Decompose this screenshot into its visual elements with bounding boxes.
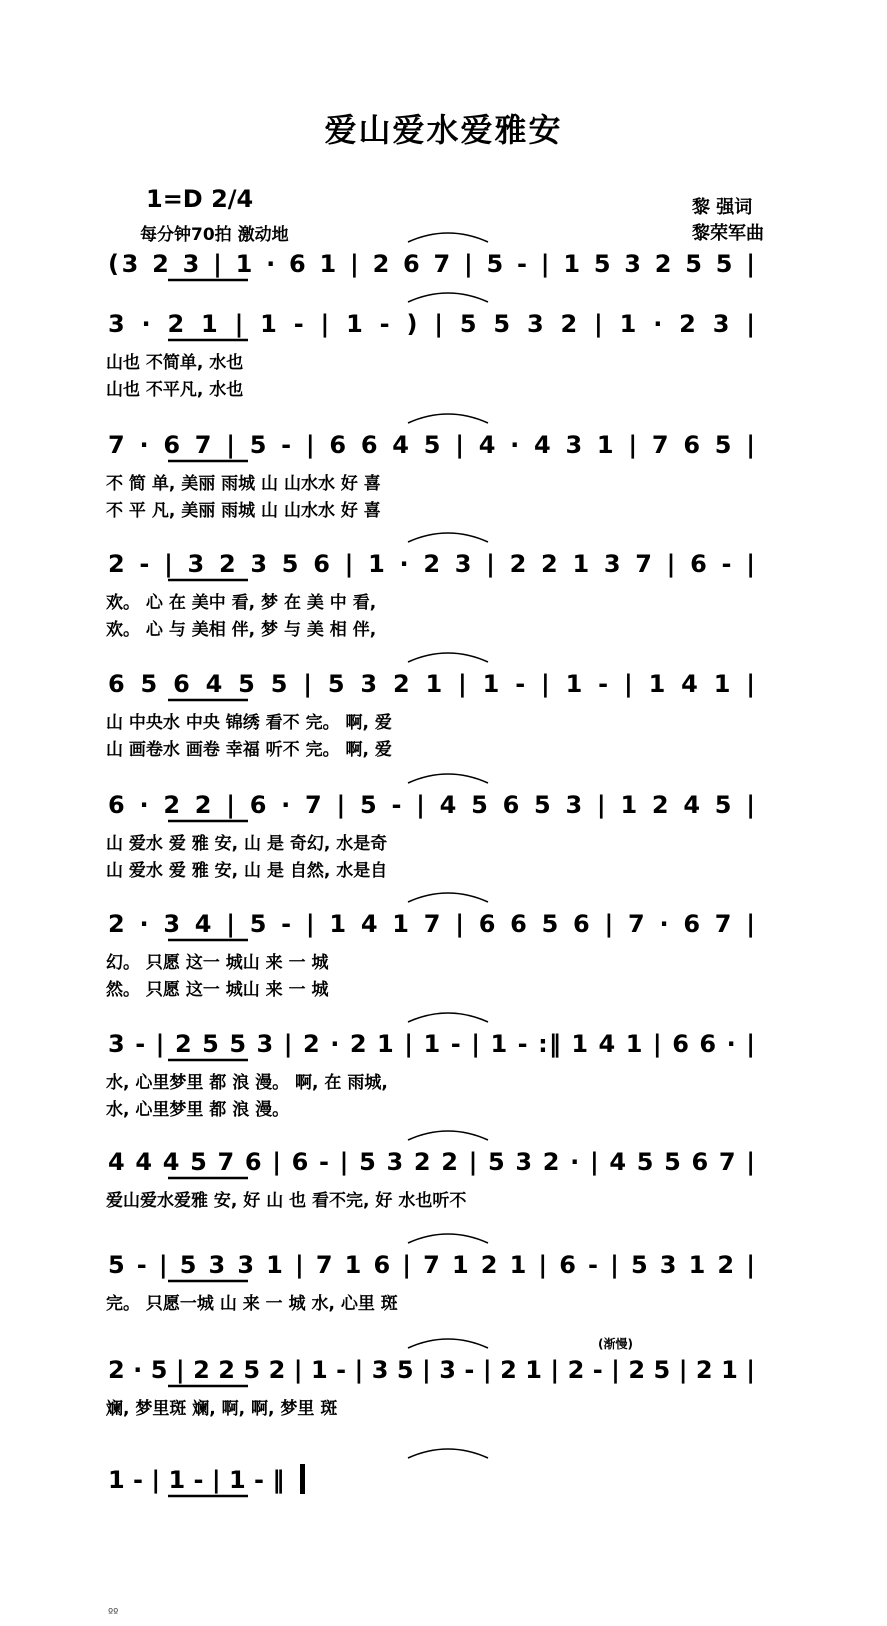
- lyric-line-1: 幻。 只愿 这一 城山 来 一 城: [106, 953, 329, 973]
- slur-arc: [408, 533, 488, 542]
- system-5: [106, 653, 755, 760]
- lyric-line-2: 山也 不平凡, 水也: [106, 380, 244, 400]
- notation-line: 5 - | 5 3 3 1 | 7 1 6 | 7 1 2 1 | 6 - | 5 3 1 2 |: [108, 1251, 755, 1279]
- slur-arc: [408, 774, 488, 783]
- notation-line: 6 5 6 4 5 5 | 5 3 2 1 | 1 - | 1 - | 1 4 1 |: [108, 670, 755, 698]
- system-2: [106, 293, 755, 400]
- footer-mark: ºº: [108, 1606, 119, 1619]
- system-8: [106, 1013, 755, 1120]
- system-3: [106, 414, 755, 521]
- system-11: [106, 1336, 755, 1419]
- notation-line: 4 4 4 5 7 6 | 6 - | 5 3 2 2 | 5 3 2 · | 4 5 5 6 7 |: [108, 1148, 755, 1176]
- slur-arc: [408, 233, 488, 242]
- key-signature: 1=D 2/4: [146, 185, 254, 213]
- system-6: [106, 774, 755, 881]
- slur-arc: [408, 653, 488, 662]
- slur-arc: [408, 893, 488, 902]
- system-7: [106, 893, 755, 1000]
- notation-line: 6 · 2 2 | 6 · 7 | 5 - | 4 5 6 5 3 | 1 2 4 5 |: [108, 791, 755, 819]
- tempo-change-marking: (渐慢): [598, 1337, 633, 1351]
- lyric-line-1: 山 爱水 爱 雅 安, 山 是 奇幻, 水是奇: [106, 834, 388, 854]
- lyric-line-2: 水, 心里梦里 都 浪 漫。: [106, 1100, 290, 1120]
- final-barline: [300, 1464, 305, 1494]
- notation-line: 1 - | 1 - | 1 - ‖: [108, 1466, 285, 1494]
- system-9: [106, 1131, 755, 1211]
- lyric-line-1: 山 中央水 中央 锦绣 看不 完。 啊, 爱: [106, 713, 392, 733]
- lyric-line-1: 欢。 心 在 美中 看, 梦 在 美 中 看,: [106, 593, 377, 613]
- notation-line: (3 2 3 | 1 · 6 1 | 2 6 7 | 5 - | 1 5 3 2 5 5 |: [108, 250, 755, 278]
- lyric-line-2: 山 画卷水 画卷 幸福 听不 完。 啊, 爱: [106, 740, 392, 760]
- slur-arc: [408, 1449, 488, 1458]
- slur-arc: [408, 414, 488, 423]
- lyric-line-1: 水, 心里梦里 都 浪 漫。 啊, 在 雨城,: [106, 1073, 388, 1093]
- system-4: [106, 533, 755, 640]
- lyric-line-1: 不 简 单, 美丽 雨城 山 山水水 好 喜: [106, 474, 381, 494]
- tempo-marking: 每分钟70拍 激动地: [140, 225, 289, 245]
- lyric-line-1: 山也 不简单, 水也: [106, 353, 244, 373]
- lyric-line-1: 完。 只愿一城 山 来 一 城 水, 心里 斑: [106, 1294, 398, 1314]
- notation-line: 2 · 3 4 | 5 - | 1 4 1 7 | 6 6 5 6 | 7 · 6 7 |: [108, 910, 755, 938]
- lyric-line-1: 斓, 梦里斑 斓, 啊, 啊, 梦里 斑: [106, 1399, 338, 1419]
- slur-arc: [408, 1013, 488, 1022]
- notation-line: 3 · 2 1 | 1 - | 1 - ) | 5 5 3 2 | 1 · 2 3 |: [108, 310, 756, 338]
- notation-line: 7 · 6 7 | 5 - | 6 6 4 5 | 4 · 4 3 1 | 7 6 5 |: [108, 431, 755, 459]
- lyric-line-1: 爱山爱水爱雅 安, 好 山 也 看不完, 好 水也听不: [106, 1191, 467, 1211]
- lyric-line-2: 欢。 心 与 美相 伴, 梦 与 美 相 伴,: [106, 620, 377, 640]
- slur-arc: [408, 1131, 488, 1140]
- notation-line: 2 · 5 | 2 2 5 2 | 1 - | 3 5 | 3 - | 2 1 | 2 - | 2 5 | 2 1 |: [108, 1356, 755, 1384]
- lyric-line-2: 山 爱水 爱 雅 安, 山 是 自然, 水是自: [106, 861, 388, 881]
- notation-line: 3 - | 2 5 5 3 | 2 · 2 1 | 1 - | 1 - :‖ 1 4 1 | 6 6 · |: [108, 1030, 755, 1058]
- song-title: 爱山爱水爱雅安: [324, 111, 563, 149]
- slur-arc: [408, 1339, 488, 1348]
- system-1: [108, 233, 755, 280]
- composer-credit: 黎荣军曲: [692, 223, 764, 244]
- slur-arc: [408, 1234, 488, 1243]
- lyric-line-2: 然。 只愿 这一 城山 来 一 城: [106, 980, 329, 1000]
- system-10: [106, 1234, 755, 1314]
- system-12: [108, 1449, 488, 1496]
- lyric-line-2: 不 平 凡, 美丽 雨城 山 山水水 好 喜: [106, 501, 381, 521]
- lyricist-credit: 黎 强词: [692, 197, 753, 218]
- slur-arc: [408, 293, 488, 302]
- notation-line: 2 - | 3 2 3 5 6 | 1 · 2 3 | 2 2 1 3 7 | 6 - |: [108, 550, 755, 578]
